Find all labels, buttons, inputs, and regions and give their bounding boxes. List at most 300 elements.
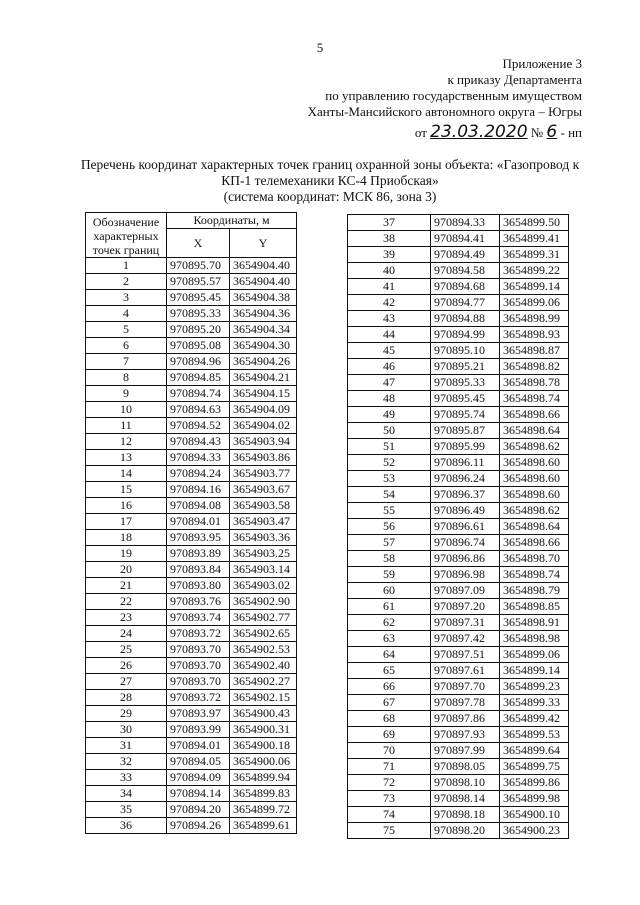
coordinate-x: 970895.20 — [167, 322, 230, 338]
point-number: 1 — [86, 258, 167, 274]
coordinate-y: 3654898.91 — [500, 615, 569, 631]
coordinate-y: 3654899.72 — [230, 802, 297, 818]
coordinate-y: 3654899.83 — [230, 786, 297, 802]
coordinate-x: 970897.09 — [431, 583, 500, 599]
column-header-designation: Обозначение характерных точек границ — [86, 213, 167, 258]
coordinate-x: 970895.33 — [431, 375, 500, 391]
coordinate-y: 3654899.06 — [500, 295, 569, 311]
coordinate-x: 970893.89 — [167, 546, 230, 562]
column-header-y: Y — [230, 229, 297, 258]
point-number: 46 — [348, 359, 431, 375]
coordinate-y: 3654899.61 — [230, 818, 297, 834]
coordinate-y: 3654900.10 — [500, 807, 569, 823]
coordinate-y: 3654898.93 — [500, 327, 569, 343]
coordinate-x: 970897.61 — [431, 663, 500, 679]
coordinate-x: 970895.08 — [167, 338, 230, 354]
table-row — [348, 663, 569, 679]
coordinate-x: 970893.70 — [167, 674, 230, 690]
coordinate-y: 3654899.42 — [500, 711, 569, 727]
coordinate-x: 970896.98 — [431, 567, 500, 583]
document-header — [308, 56, 582, 141]
coordinate-x: 970893.95 — [167, 530, 230, 546]
table-row — [86, 530, 297, 546]
table-row — [348, 279, 569, 295]
point-number: 59 — [348, 567, 431, 583]
point-number: 68 — [348, 711, 431, 727]
table-row — [348, 295, 569, 311]
coordinates-table-left-body — [86, 258, 297, 834]
coordinate-x: 970893.72 — [167, 690, 230, 706]
coordinate-y: 3654898.60 — [500, 487, 569, 503]
coordinate-y: 3654898.82 — [500, 359, 569, 375]
table-row — [86, 610, 297, 626]
coordinate-x: 970894.68 — [431, 279, 500, 295]
table-row — [86, 770, 297, 786]
coordinate-y: 3654904.30 — [230, 338, 297, 354]
point-number: 38 — [348, 231, 431, 247]
point-number: 57 — [348, 535, 431, 551]
point-number: 67 — [348, 695, 431, 711]
title-line-1: Перечень координат характерных точек границ охранной зоны объекта: «Газопровод к — [80, 157, 580, 172]
coordinate-x: 970893.70 — [167, 658, 230, 674]
point-number: 69 — [348, 727, 431, 743]
table-row — [86, 370, 297, 386]
point-number: 28 — [86, 690, 167, 706]
coordinate-y: 3654904.38 — [230, 290, 297, 306]
point-number: 35 — [86, 802, 167, 818]
coordinate-y: 3654902.53 — [230, 642, 297, 658]
table-row — [86, 738, 297, 754]
point-number: 30 — [86, 722, 167, 738]
point-number: 54 — [348, 487, 431, 503]
coordinate-y: 3654902.90 — [230, 594, 297, 610]
point-number: 61 — [348, 599, 431, 615]
table-row — [86, 450, 297, 466]
coordinate-y: 3654898.66 — [500, 407, 569, 423]
coordinate-y: 3654898.98 — [500, 631, 569, 647]
coordinate-x: 970894.01 — [167, 514, 230, 530]
point-number: 32 — [86, 754, 167, 770]
table-row — [348, 679, 569, 695]
coordinate-y: 3654902.40 — [230, 658, 297, 674]
table-row — [348, 807, 569, 823]
point-number: 75 — [348, 823, 431, 839]
coordinate-x: 970894.09 — [167, 770, 230, 786]
table-row — [86, 578, 297, 594]
coordinate-y: 3654898.79 — [500, 583, 569, 599]
coordinate-x: 970895.57 — [167, 274, 230, 290]
table-row — [86, 514, 297, 530]
table-row — [348, 247, 569, 263]
order-date: 23.03.2020 — [430, 122, 528, 142]
point-number: 41 — [348, 279, 431, 295]
coordinate-x: 970896.86 — [431, 551, 500, 567]
coordinate-x: 970897.20 — [431, 599, 500, 615]
table-row — [86, 722, 297, 738]
table-row — [348, 567, 569, 583]
coordinate-y: 3654899.50 — [500, 215, 569, 231]
coordinate-x: 970894.88 — [431, 311, 500, 327]
coordinate-y: 3654902.15 — [230, 690, 297, 706]
point-number: 15 — [86, 482, 167, 498]
coordinate-y: 3654898.60 — [500, 471, 569, 487]
coordinate-y: 3654898.70 — [500, 551, 569, 567]
coordinate-x: 970894.33 — [167, 450, 230, 466]
coordinate-y: 3654899.31 — [500, 247, 569, 263]
table-row — [348, 615, 569, 631]
table-row — [348, 391, 569, 407]
point-number: 26 — [86, 658, 167, 674]
table-row — [348, 727, 569, 743]
coordinate-x: 970895.33 — [167, 306, 230, 322]
coordinate-y: 3654903.94 — [230, 434, 297, 450]
point-number: 70 — [348, 743, 431, 759]
header-line-department: по управлению государственным имуществом — [325, 88, 582, 103]
table-row — [348, 791, 569, 807]
coordinate-y: 3654899.22 — [500, 263, 569, 279]
table-row — [348, 647, 569, 663]
coordinate-x: 970893.80 — [167, 578, 230, 594]
coordinate-x: 970894.63 — [167, 402, 230, 418]
table-row — [86, 258, 297, 274]
table-row — [348, 695, 569, 711]
point-number: 21 — [86, 578, 167, 594]
coordinates-table-right — [347, 214, 569, 839]
coordinate-x: 970896.61 — [431, 519, 500, 535]
title-line-3: (система координат: МСК 86, зона 3) — [223, 189, 437, 204]
coordinate-x: 970894.33 — [431, 215, 500, 231]
coordinate-x: 970894.05 — [167, 754, 230, 770]
page-number: 5 — [316, 40, 324, 55]
point-number: 58 — [348, 551, 431, 567]
table-row — [348, 551, 569, 567]
coordinate-y: 3654898.64 — [500, 519, 569, 535]
point-number: 65 — [348, 663, 431, 679]
coordinate-x: 970898.14 — [431, 791, 500, 807]
title-line-2: КП-1 телемеханики КС-4 Приобская» — [221, 173, 439, 188]
point-number: 73 — [348, 791, 431, 807]
point-number: 17 — [86, 514, 167, 530]
coordinate-y: 3654899.64 — [500, 743, 569, 759]
coordinate-y: 3654903.25 — [230, 546, 297, 562]
point-number: 63 — [348, 631, 431, 647]
table-row — [348, 327, 569, 343]
coordinate-y: 3654898.62 — [500, 439, 569, 455]
coordinate-y: 3654899.53 — [500, 727, 569, 743]
point-number: 24 — [86, 626, 167, 642]
point-number: 49 — [348, 407, 431, 423]
table-row — [86, 466, 297, 482]
coordinate-x: 970894.52 — [167, 418, 230, 434]
coordinate-x: 970894.16 — [167, 482, 230, 498]
table-row — [348, 343, 569, 359]
coordinate-x: 970895.87 — [431, 423, 500, 439]
table-row — [348, 743, 569, 759]
coordinate-x: 970895.21 — [431, 359, 500, 375]
coordinate-y: 3654900.23 — [500, 823, 569, 839]
coordinates-table-right-body — [348, 215, 569, 839]
coordinate-x: 970897.78 — [431, 695, 500, 711]
coordinate-y: 3654898.85 — [500, 599, 569, 615]
coordinates-table-left — [85, 212, 297, 834]
coordinate-y: 3654904.26 — [230, 354, 297, 370]
point-number: 11 — [86, 418, 167, 434]
column-header-x: X — [167, 229, 230, 258]
coordinate-y: 3654898.74 — [500, 391, 569, 407]
coordinate-y: 3654899.23 — [500, 679, 569, 695]
point-number: 8 — [86, 370, 167, 386]
table-row — [348, 215, 569, 231]
table-row — [86, 802, 297, 818]
table-row — [86, 274, 297, 290]
coordinate-x: 970894.85 — [167, 370, 230, 386]
column-header-coordinates: Координаты, м — [167, 213, 297, 229]
coordinate-x: 970897.86 — [431, 711, 500, 727]
table-row — [86, 594, 297, 610]
coordinate-y: 3654904.40 — [230, 274, 297, 290]
point-number: 53 — [348, 471, 431, 487]
coordinate-y: 3654903.67 — [230, 482, 297, 498]
coordinate-x: 970895.10 — [431, 343, 500, 359]
coordinate-x: 970897.42 — [431, 631, 500, 647]
point-number: 14 — [86, 466, 167, 482]
coordinate-y: 3654900.31 — [230, 722, 297, 738]
coordinate-y: 3654904.15 — [230, 386, 297, 402]
order-suffix: - нп — [560, 125, 582, 140]
coordinate-x: 970894.96 — [167, 354, 230, 370]
table-row — [348, 439, 569, 455]
coordinate-y: 3654899.86 — [500, 775, 569, 791]
coordinate-x: 970897.99 — [431, 743, 500, 759]
table-row — [348, 263, 569, 279]
coordinate-y: 3654899.94 — [230, 770, 297, 786]
coordinate-x: 970898.20 — [431, 823, 500, 839]
point-number: 62 — [348, 615, 431, 631]
point-number: 48 — [348, 391, 431, 407]
point-number: 52 — [348, 455, 431, 471]
table-row — [86, 306, 297, 322]
coordinate-x: 970894.20 — [167, 802, 230, 818]
coordinate-x: 970893.84 — [167, 562, 230, 578]
table-row — [86, 386, 297, 402]
table-row — [86, 498, 297, 514]
table-row — [348, 375, 569, 391]
point-number: 42 — [348, 295, 431, 311]
table-row — [348, 535, 569, 551]
coordinate-x: 970896.49 — [431, 503, 500, 519]
coordinate-x: 970897.70 — [431, 679, 500, 695]
coordinate-y: 3654898.78 — [500, 375, 569, 391]
point-number: 31 — [86, 738, 167, 754]
point-number: 5 — [86, 322, 167, 338]
coordinate-y: 3654903.02 — [230, 578, 297, 594]
point-number: 19 — [86, 546, 167, 562]
coordinate-x: 970898.05 — [431, 759, 500, 775]
coordinate-y: 3654898.66 — [500, 535, 569, 551]
coordinate-y: 3654899.14 — [500, 663, 569, 679]
coordinate-y: 3654900.43 — [230, 706, 297, 722]
coordinate-x: 970898.18 — [431, 807, 500, 823]
point-number: 37 — [348, 215, 431, 231]
coordinate-x: 970896.24 — [431, 471, 500, 487]
table-row — [86, 434, 297, 450]
table-row — [86, 402, 297, 418]
coordinate-y: 3654899.75 — [500, 759, 569, 775]
table-row — [348, 583, 569, 599]
table-row — [348, 519, 569, 535]
document-title — [70, 157, 590, 205]
point-number: 74 — [348, 807, 431, 823]
table-row — [348, 471, 569, 487]
point-number: 25 — [86, 642, 167, 658]
coordinate-y: 3654903.58 — [230, 498, 297, 514]
coordinate-y: 3654899.98 — [500, 791, 569, 807]
coordinate-x: 970894.41 — [431, 231, 500, 247]
table-row — [86, 786, 297, 802]
coordinate-y: 3654899.06 — [500, 647, 569, 663]
coordinate-y: 3654898.64 — [500, 423, 569, 439]
order-reference — [308, 124, 582, 141]
point-number: 64 — [348, 647, 431, 663]
coordinate-x: 970894.01 — [167, 738, 230, 754]
coordinate-y: 3654902.65 — [230, 626, 297, 642]
coordinate-y: 3654899.14 — [500, 279, 569, 295]
point-number: 34 — [86, 786, 167, 802]
coordinate-y: 3654898.99 — [500, 311, 569, 327]
table-row — [348, 231, 569, 247]
point-number: 16 — [86, 498, 167, 514]
coordinate-x: 970894.74 — [167, 386, 230, 402]
table-row — [86, 754, 297, 770]
coordinate-x: 970896.11 — [431, 455, 500, 471]
point-number: 22 — [86, 594, 167, 610]
table-row — [348, 775, 569, 791]
point-number: 72 — [348, 775, 431, 791]
point-number: 55 — [348, 503, 431, 519]
coordinate-x: 970894.43 — [167, 434, 230, 450]
table-row — [86, 290, 297, 306]
table-row — [348, 503, 569, 519]
order-number-label: № — [530, 125, 544, 140]
coordinate-y: 3654904.02 — [230, 418, 297, 434]
coordinate-y: 3654900.18 — [230, 738, 297, 754]
table-row — [86, 546, 297, 562]
coordinate-x: 970895.45 — [167, 290, 230, 306]
table-row — [348, 631, 569, 647]
point-number: 60 — [348, 583, 431, 599]
coordinate-y: 3654902.27 — [230, 674, 297, 690]
point-number: 13 — [86, 450, 167, 466]
coordinate-y: 3654904.40 — [230, 258, 297, 274]
coordinate-y: 3654903.14 — [230, 562, 297, 578]
table-row — [348, 359, 569, 375]
point-number: 6 — [86, 338, 167, 354]
coordinate-x: 970893.76 — [167, 594, 230, 610]
table-row — [86, 626, 297, 642]
table-row — [86, 818, 297, 834]
point-number: 43 — [348, 311, 431, 327]
table-row — [348, 311, 569, 327]
table-row — [348, 423, 569, 439]
coordinate-x: 970894.77 — [431, 295, 500, 311]
coordinate-x: 970894.26 — [167, 818, 230, 834]
coordinate-x: 970893.97 — [167, 706, 230, 722]
coordinate-y: 3654899.33 — [500, 695, 569, 711]
point-number: 50 — [348, 423, 431, 439]
table-row — [86, 706, 297, 722]
point-number: 33 — [86, 770, 167, 786]
point-number: 4 — [86, 306, 167, 322]
point-number: 44 — [348, 327, 431, 343]
point-number: 12 — [86, 434, 167, 450]
coordinate-x: 970895.74 — [431, 407, 500, 423]
table-row — [86, 674, 297, 690]
point-number: 71 — [348, 759, 431, 775]
coordinate-y: 3654904.21 — [230, 370, 297, 386]
order-prefix: от — [414, 125, 427, 140]
point-number: 7 — [86, 354, 167, 370]
point-number: 45 — [348, 343, 431, 359]
point-number: 40 — [348, 263, 431, 279]
coordinate-x: 970893.74 — [167, 610, 230, 626]
point-number: 39 — [348, 247, 431, 263]
coordinate-x: 970896.37 — [431, 487, 500, 503]
coordinate-y: 3654903.36 — [230, 530, 297, 546]
table-row — [86, 658, 297, 674]
point-number: 23 — [86, 610, 167, 626]
coordinate-x: 970894.08 — [167, 498, 230, 514]
point-number: 36 — [86, 818, 167, 834]
header-line-appendix: Приложение 3 — [502, 56, 582, 71]
order-number: 6 — [546, 122, 558, 142]
table-row — [86, 562, 297, 578]
point-number: 3 — [86, 290, 167, 306]
point-number: 47 — [348, 375, 431, 391]
coordinate-y: 3654898.87 — [500, 343, 569, 359]
coordinate-y: 3654900.06 — [230, 754, 297, 770]
coordinate-x: 970894.24 — [167, 466, 230, 482]
table-row — [348, 711, 569, 727]
coordinate-y: 3654903.47 — [230, 514, 297, 530]
point-number: 27 — [86, 674, 167, 690]
coordinate-x: 970894.49 — [431, 247, 500, 263]
table-row — [348, 823, 569, 839]
point-number: 66 — [348, 679, 431, 695]
coordinate-x: 970895.99 — [431, 439, 500, 455]
table-row — [86, 690, 297, 706]
coordinate-x: 970893.70 — [167, 642, 230, 658]
coordinate-x: 970897.31 — [431, 615, 500, 631]
point-number: 51 — [348, 439, 431, 455]
coordinate-x: 970897.51 — [431, 647, 500, 663]
coordinate-x: 970895.70 — [167, 258, 230, 274]
table-row — [348, 759, 569, 775]
coordinate-x: 970894.99 — [431, 327, 500, 343]
table-row — [86, 482, 297, 498]
coordinate-y: 3654903.86 — [230, 450, 297, 466]
point-number: 10 — [86, 402, 167, 418]
point-number: 9 — [86, 386, 167, 402]
table-row — [348, 599, 569, 615]
table-row — [86, 354, 297, 370]
coordinate-x: 970893.72 — [167, 626, 230, 642]
coordinate-y: 3654904.34 — [230, 322, 297, 338]
coordinate-y: 3654904.36 — [230, 306, 297, 322]
table-row — [348, 455, 569, 471]
coordinate-x: 970897.93 — [431, 727, 500, 743]
point-number: 29 — [86, 706, 167, 722]
coordinate-x: 970894.14 — [167, 786, 230, 802]
